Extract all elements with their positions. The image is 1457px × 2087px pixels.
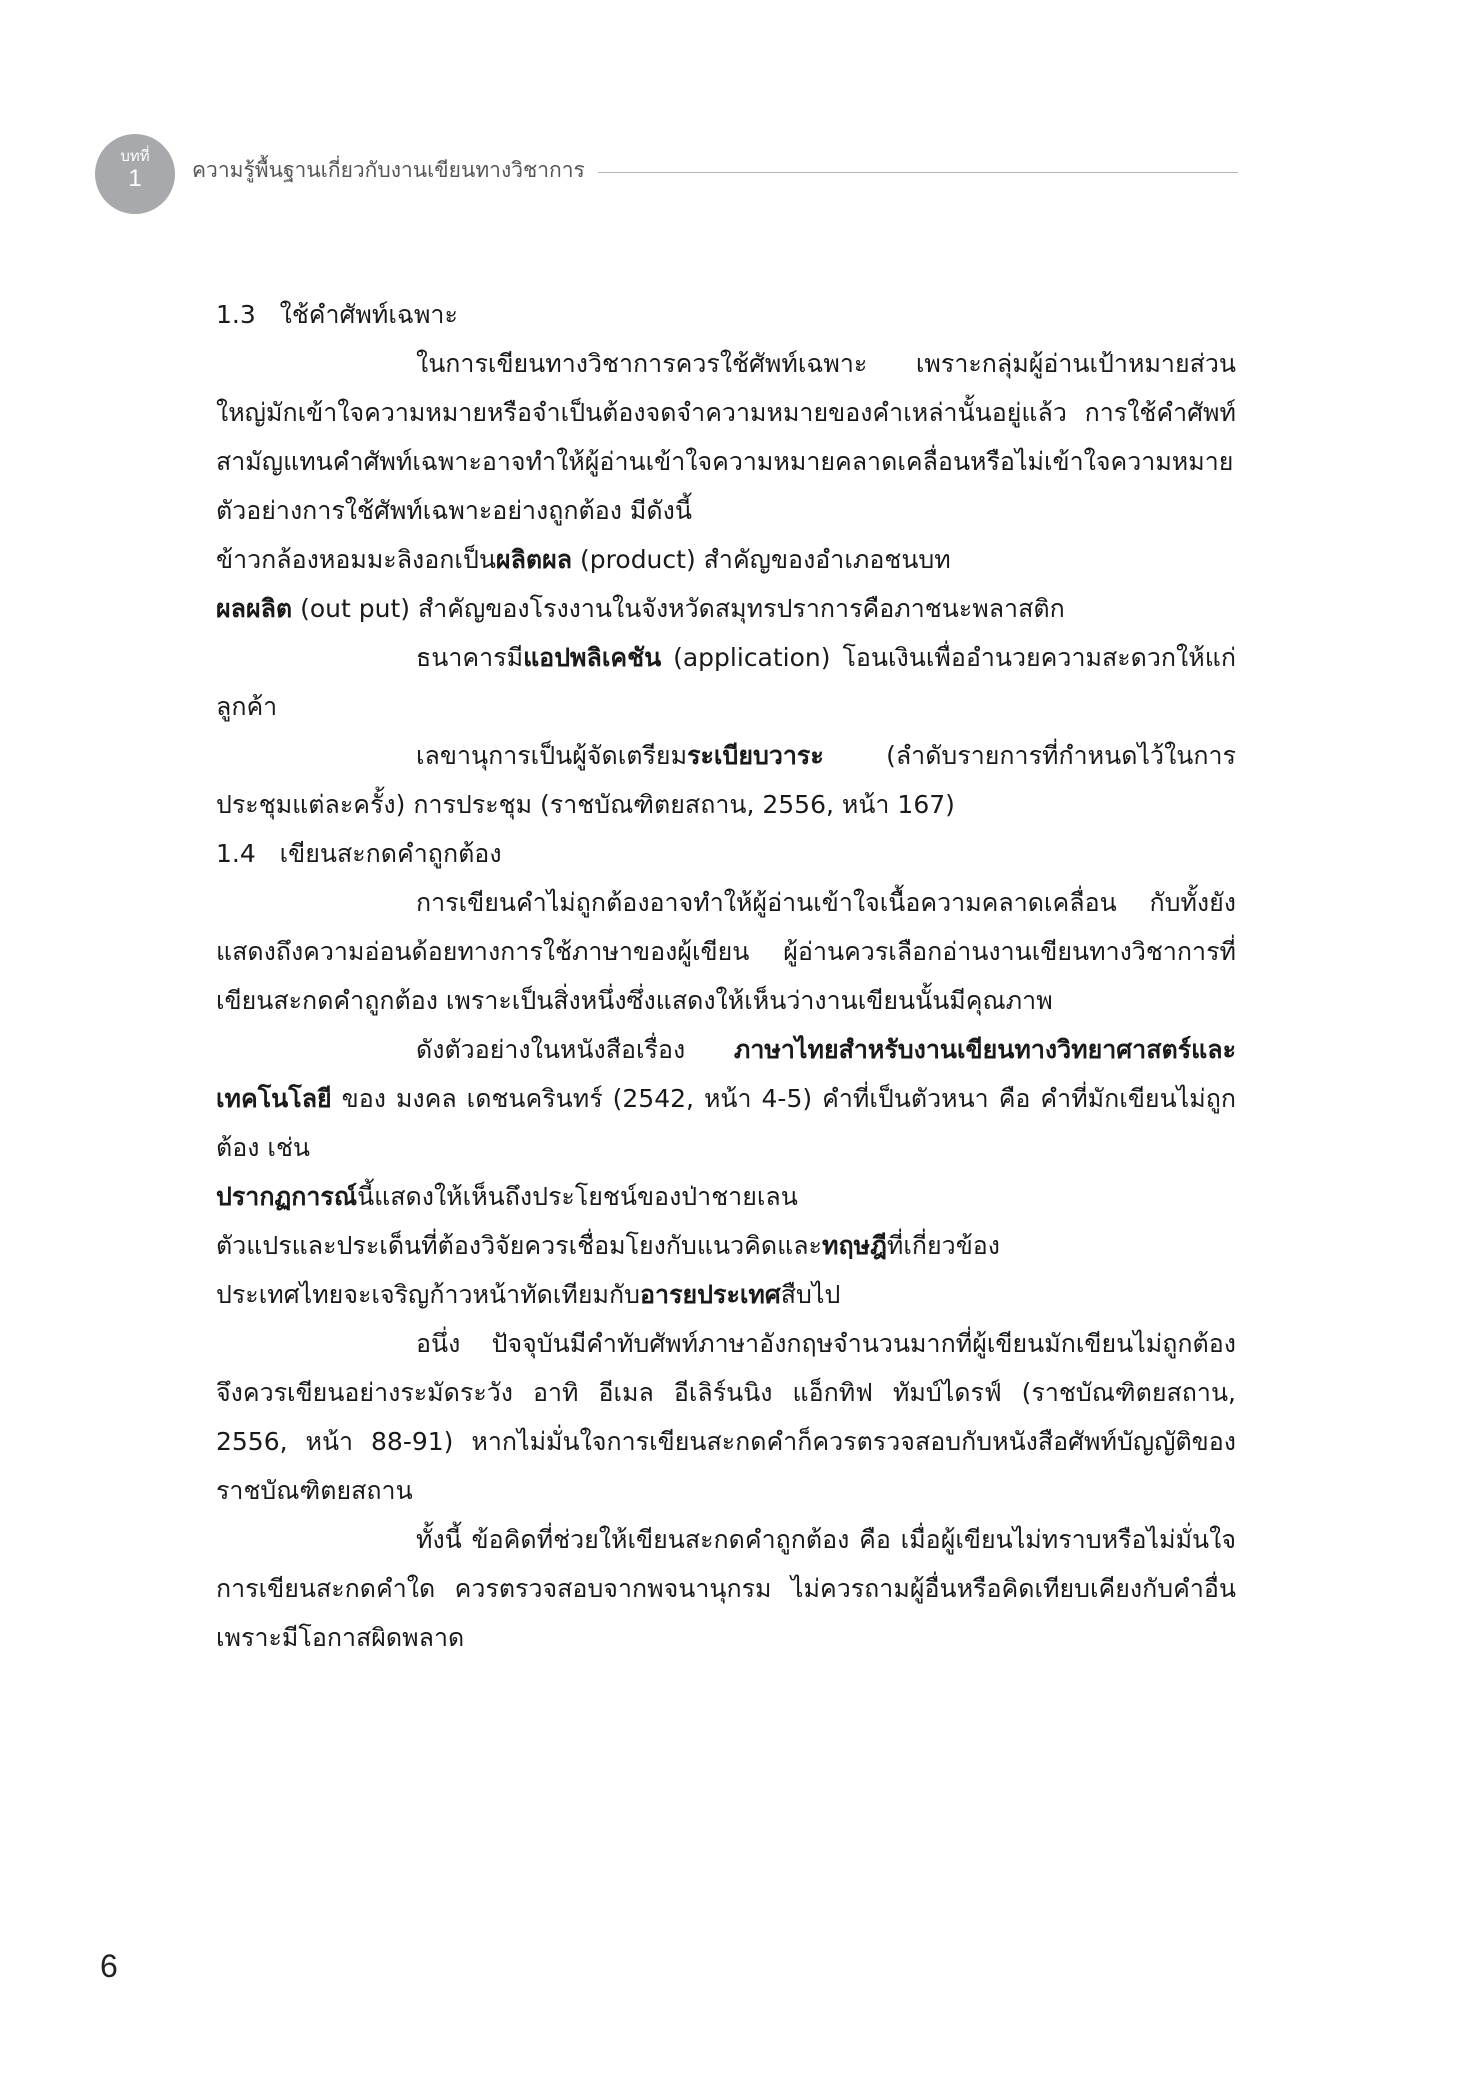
- bold-term: ปรากฏการณ์: [216, 1182, 358, 1211]
- running-title: ความรู้พื้นฐานเกี่ยวกับงานเขียนทางวิชาการ: [192, 159, 585, 182]
- paragraph: การเขียนคำไม่ถูกต้องอาจทำให้ผู้อ่านเข้าใจเนื้อความคลาดเคลื่อน กับทั้งยังแสดงถึงความอ่อนด้อยทางการใช้ภาษาของผู้เขียน ผู้อ่านควรเลือกอ่านงานเขียนทางวิชาการที่เขียนสะกดคำถูกต้อง เพราะเป็นสิ่งหนึ่งซึ่งแสดงให้เห็นว่างานเขียนนั้นมีคุณภาพ: [216, 888, 1236, 1015]
- examples-intro: ตัวอย่างการใช้ศัพท์เฉพาะอย่างถูกต้อง มีดังนี้: [216, 496, 692, 525]
- paragraph: ทั้งนี้ ข้อคิดที่ช่วยให้เขียนสะกดคำถูกต้อง คือ เมื่อผู้เขียนไม่ทราบหรือไม่มั่นใจการเขียนสะกดคำใด ควรตรวจสอบจากพจนานุกรม ไม่ควรถามผู้อื่นหรือคิดเทียบเคียงกับคำอื่นเพราะมีโอกาสผิดพลาด: [216, 1525, 1236, 1652]
- paragraph: ดังตัวอย่างในหนังสือเรื่อง ภาษาไทยสำหรับงานเขียนทางวิทยาศาสตร์และเทคโนโลยี ของ มงคล เดชนครินทร์ (2542, หน้า 4-5) คำที่เป็นตัวหนา คือ คำที่มักเขียนไม่ถูกต้อง เช่น: [216, 1035, 1236, 1162]
- bold-term: ผลิตผล: [495, 545, 573, 574]
- page-number: 6: [100, 1948, 118, 1984]
- page-content: [216, 290, 1236, 1662]
- example-line: ข้าวกล้องหอมมะลิงอกเป็นผลิตผล (product) สำคัญของอำเภอชนบท: [216, 545, 951, 574]
- example-line: ปรากฏการณ์นี้แสดงให้เห็นถึงประโยชน์ของป่าชายเลน: [216, 1182, 798, 1211]
- example-line: ธนาคารมีแอปพลิเคชัน (application) โอนเงินเพื่ออำนวยความสะดวกให้แก่ลูกค้า: [216, 643, 1236, 721]
- example-line: ประเทศไทยจะเจริญก้าวหน้าทัดเทียมกับอารยประเทศสืบไป: [216, 1280, 841, 1309]
- bold-term: แอปพลิเคชัน: [523, 643, 662, 672]
- header-rule: [598, 172, 1238, 173]
- bold-book-title: ภาษาไทยสำหรับงานเขียนทางวิทยาศาสตร์และเทคโนโลยี: [216, 1035, 1236, 1113]
- section-title: ใช้คำศัพท์เฉพาะ: [279, 300, 458, 329]
- example-line: เลขานุการเป็นผู้จัดเตรียมระเบียบวาระ (ลำดับรายการที่กำหนดไว้ในการประชุมแต่ละครั้ง) การประชุม (ราชบัณฑิตยสถาน, 2556, หน้า 167): [216, 741, 1236, 819]
- chapter-badge-label: บทที่: [120, 148, 150, 165]
- paragraph: อนึ่ง ปัจจุบันมีคำทับศัพท์ภาษาอังกฤษจำนวนมากที่ผู้เขียนมักเขียนไม่ถูกต้อง จึงควรเขียนอย่างระมัดระวัง อาทิ อีเมล อีเลิร์นนิง แอ็กทิฟ ทัมบ์ไดรฟ์ (ราชบัณฑิตยสถาน, 2556, หน้า 88-91) หากไม่มั่นใจการเขียนสะกดคำก็ควรตรวจสอบกับหนังสือศัพท์บัญญัติของราชบัณฑิตยสถาน: [216, 1329, 1236, 1505]
- bold-term: ระเบียบวาระ: [687, 741, 824, 770]
- chapter-badge-number: 1: [128, 165, 142, 192]
- bold-term: อารยประเทศ: [640, 1280, 781, 1309]
- section-number: 1.4: [216, 839, 256, 868]
- example-line: ตัวแปรและประเด็นที่ต้องวิจัยควรเชื่อมโยงกับแนวคิดและทฤษฎีที่เกี่ยวข้อง: [216, 1231, 1001, 1260]
- section-1-4-heading: [216, 829, 1236, 878]
- example-line: ผลผลิต (out put) สำคัญของโรงงานในจังหวัดสมุทรปราการคือภาชนะพลาสติก: [216, 594, 1065, 623]
- section-title: เขียนสะกดคำถูกต้อง: [279, 839, 502, 868]
- section-number: 1.3: [216, 300, 256, 329]
- chapter-badge: [95, 134, 175, 214]
- bold-term: ผลผลิต: [216, 594, 293, 623]
- section-1-3-heading: [216, 290, 1236, 339]
- paragraph: ในการเขียนทางวิชาการควรใช้ศัพท์เฉพาะ เพราะกลุ่มผู้อ่านเป้าหมายส่วนใหญ่มักเข้าใจความหมายหรือจำเป็นต้องจดจำความหมายของคำเหล่านั้นอยู่แล้ว การใช้คำศัพท์สามัญแทนคำศัพท์เฉพาะอาจทำให้ผู้อ่านเข้าใจความหมายคลาดเคลื่อนหรือไม่เข้าใจความหมาย: [216, 349, 1236, 476]
- bold-term: ทฤษฎี: [821, 1231, 887, 1260]
